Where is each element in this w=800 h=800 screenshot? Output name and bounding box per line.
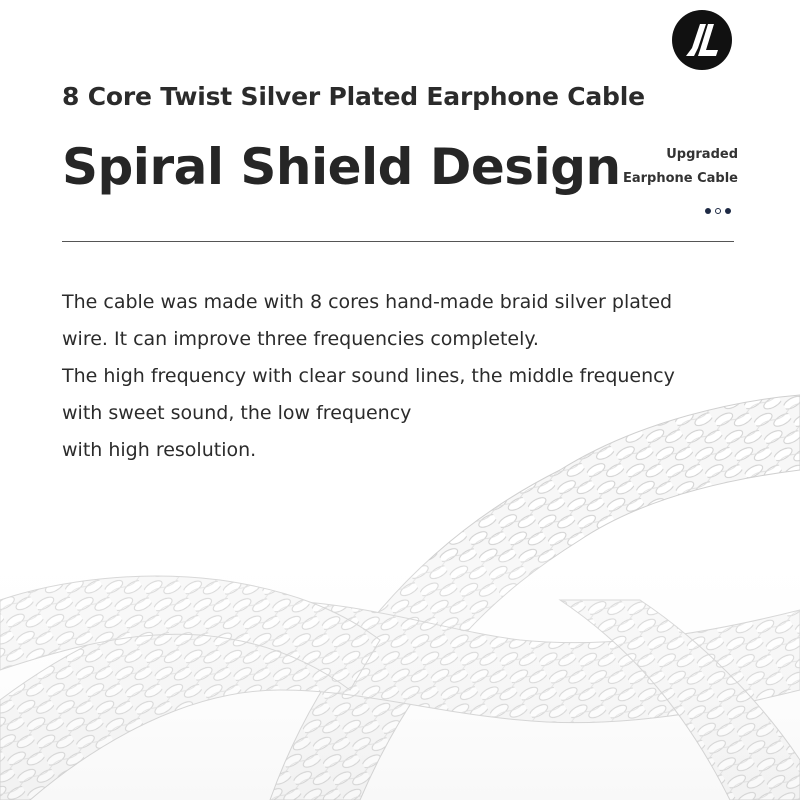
page-title: Spiral Shield Design	[62, 138, 621, 196]
description-line-4: with sweet sound, the low frequency	[62, 402, 412, 424]
side-label-line-1: Upgraded	[666, 147, 738, 162]
description-line-2: wire. It can improve three frequencies completely.	[62, 328, 539, 350]
description-line-1: The cable was made with 8 cores hand-made braid silver plated	[62, 291, 673, 313]
product-subtitle: 8 Core Twist Silver Plated Earphone Cable	[62, 82, 645, 111]
description-line-3: The high frequency with clear sound lines, the middle frequency	[62, 365, 675, 387]
description-text	[62, 284, 752, 469]
description-line-5: with high resolution.	[62, 439, 257, 461]
side-label-line-2: Earphone Cable	[622, 171, 738, 186]
